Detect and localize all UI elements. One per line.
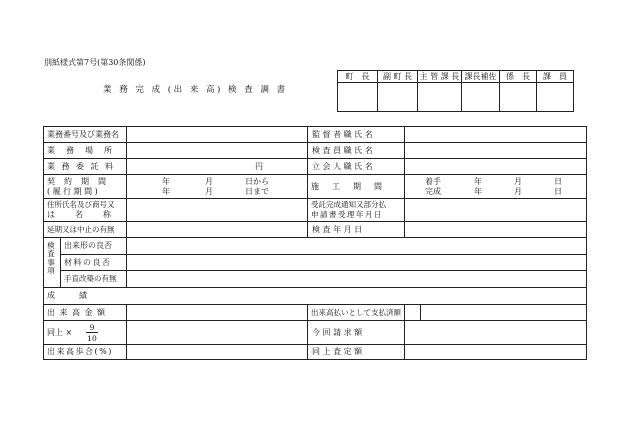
- label-inspector-name: 検 査 員 職 氏 名: [312, 145, 373, 155]
- label-application-received-date: 申請書受理年月日: [311, 210, 383, 220]
- label-same-times: 同上 ×: [47, 327, 73, 337]
- approval-stamp-box-deputy-mayor[interactable]: [378, 83, 417, 111]
- label-output-rate: 出来高歩合(%): [47, 347, 113, 356]
- label-witness-name: 立 会 人 職 氏 名: [312, 161, 373, 171]
- label-inspection-items: 検査事項: [47, 241, 55, 276]
- approval-stamp-box-unit-chief[interactable]: [500, 83, 536, 111]
- contract-start-day: 日から: [245, 177, 269, 186]
- approval-header-deputy-mayor: 副 町 長: [382, 71, 413, 81]
- contract-end-year: 年: [162, 187, 170, 196]
- label-result: 成 績: [47, 291, 87, 300]
- label-business-fee: 業務委託料: [47, 161, 120, 171]
- contract-start-month: 月: [205, 177, 213, 186]
- label-current-claim: 今 回 請 求 額: [312, 327, 363, 337]
- label-performance-period: (履行期間): [47, 187, 101, 196]
- label-contract-period: 契約期間: [47, 177, 115, 186]
- label-supervisor-name: 監 督 者 職 氏 名: [312, 129, 373, 139]
- field-output-quality[interactable]: [127, 238, 586, 254]
- approval-header-section-chief: 主 管 課 長: [419, 71, 460, 81]
- field-supervisor-name[interactable]: [405, 127, 586, 142]
- field-inspection-date[interactable]: [405, 222, 586, 237]
- field-output-amount[interactable]: [127, 305, 307, 320]
- label-paid-as-output: 出来高払いとして支払済額: [311, 307, 401, 317]
- approval-header-assistant-chief: 課長補佐: [464, 71, 497, 81]
- label-address-name-trade: 住所氏名及び商号又: [47, 200, 115, 210]
- field-delay-suspension[interactable]: [127, 222, 307, 237]
- field-result[interactable]: [127, 288, 586, 304]
- label-assessed-amount: 同 上 査 定 額: [312, 347, 363, 356]
- form-reference: 別紙様式第7号(第30条関係): [44, 58, 146, 67]
- label-business-number-name: 業務番号及び業務名: [47, 129, 119, 139]
- approval-stamp-box-mayor[interactable]: [338, 83, 377, 111]
- field-paid-as-output[interactable]: [421, 305, 586, 320]
- field-business-number-name[interactable]: [127, 127, 307, 142]
- label-completion-notice: 受託完成通知又部分払: [311, 200, 386, 210]
- construction-start-month: 月: [514, 177, 522, 186]
- field-business-location[interactable]: [127, 143, 307, 158]
- label-output-quality: 出来形の良否: [64, 241, 112, 250]
- field-inspector-name[interactable]: [405, 143, 586, 158]
- approval-header-staff: 課 員: [543, 71, 567, 81]
- field-rework[interactable]: [127, 271, 586, 287]
- approval-header-unit-chief: 係 長: [506, 71, 530, 81]
- field-ratio-amount[interactable]: [127, 321, 307, 344]
- field-received-date[interactable]: [405, 199, 586, 221]
- form-title: 業 務 完 成 (出 来 高) 検 査 調 書: [103, 85, 288, 95]
- field-witness-name[interactable]: [405, 159, 586, 174]
- contract-end-day: 日まで: [245, 187, 269, 196]
- label-construction-period: 施工期間: [311, 181, 395, 191]
- approval-stamp-box-section-chief[interactable]: [418, 83, 461, 111]
- field-material-quality[interactable]: [127, 255, 586, 270]
- label-delay-suspension: 延期又は中止の有無: [47, 224, 115, 234]
- amount-unit-yen: 円: [255, 161, 263, 171]
- fraction-bar: [86, 332, 98, 333]
- label-business-location: 業務場所: [47, 145, 123, 155]
- approval-stamp-box-staff[interactable]: [537, 83, 573, 111]
- construction-end-month: 月: [514, 187, 522, 196]
- field-assessed-amount[interactable]: [405, 345, 586, 359]
- label-or-name: は 名 称: [47, 210, 117, 219]
- label-material-quality: 材料の良否: [64, 257, 112, 267]
- label-rework: 手直改築の有無: [64, 274, 117, 284]
- construction-end-year: 年: [474, 187, 482, 196]
- fraction-denominator: 10: [87, 334, 97, 343]
- construction-start-day: 日: [554, 177, 562, 186]
- contract-end-month: 月: [205, 187, 213, 196]
- fraction-numerator: 9: [89, 323, 95, 332]
- approval-header-mayor: 町 長: [345, 71, 370, 81]
- contract-start-year: 年: [162, 177, 170, 186]
- label-output-amount: 出来高金額: [47, 307, 110, 317]
- construction-end-day: 日: [554, 187, 562, 196]
- label-completion: 完成: [425, 187, 441, 196]
- label-inspection-date: 検 査 年 月 日: [312, 224, 363, 234]
- field-current-claim[interactable]: [405, 321, 586, 344]
- field-output-rate[interactable]: [127, 345, 307, 359]
- approval-stamp-box-assistant-chief[interactable]: [462, 83, 499, 111]
- construction-start-year: 年: [474, 177, 482, 186]
- field-contractor[interactable]: [127, 199, 307, 221]
- label-start: 着手: [425, 177, 441, 186]
- field-business-fee[interactable]: [127, 159, 307, 174]
